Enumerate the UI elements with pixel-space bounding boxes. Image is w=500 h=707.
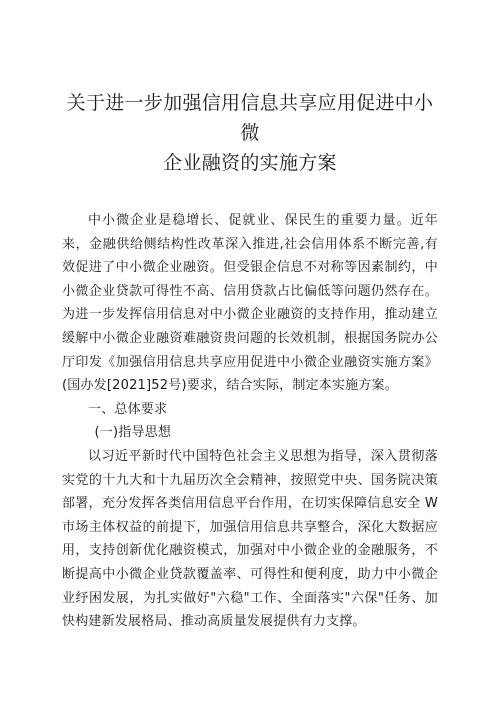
document-title-line-2: 企业融资的实施方案 <box>163 152 337 174</box>
subsection-heading-guiding-ideology: (一)指导思想 <box>94 425 172 441</box>
document-title <box>62 88 438 178</box>
section-heading-overall-requirements: 一、总体要求 <box>88 401 168 417</box>
guiding-ideology-paragraph: 以习近平新时代中国特色社会主义思想为指导，深入贯彻落实党的十九大和十九届历次全会精神，按照党中央、国务院决策部署，充分发挥各类信用信息平台作用，在切实保障信息安全 W 市场主体权益的前提下，加强信用信息共享整合，深化大数据应用，支持创新优化融资模式，加强对中小微企业的金融服务，不断提高中小微企业贷款覆盖率、可得性和便利度，助力中小微企业纾困发展，为扎实做好"六稳"工作、全面落实"六保"任务、加快构建新发展格局、推动高质量发展提供有力支撑。 <box>62 448 438 630</box>
document-body <box>62 209 438 634</box>
document-title-line-1: 关于进一步加强信用信息共享应用促进中小微 <box>66 92 434 144</box>
intro-paragraph: 中小微企业是稳增长、促就业、保民生的重要力量。近年来，金融供给侧结构性改革深入推进,社会信用体系不断完善,有效促进了中小微企业融资。但受银企信息不对称等因素制约，中小微企业贷款可得性不高、信用贷款占比偏低等问题仍然存在。为进一步发挥信用信息对中小微企业融资的支持作用，推动建立缓解中小微企业融资难融资贵问题的长效机制，根据国务院办公厅印发《加强信用信息共享应用促进中小微企业融资实施方案》(国办发[2021]52号)要求，结合实际，制定本实施方案。 <box>62 213 438 394</box>
